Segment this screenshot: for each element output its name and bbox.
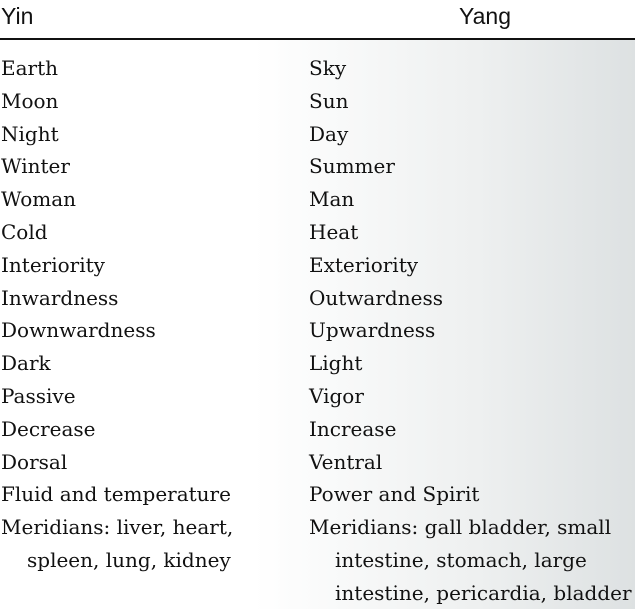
table-row — [0, 249, 635, 282]
table-row — [0, 216, 635, 249]
yang-cell: Sun — [309, 88, 349, 113]
yang-cell: Outwardness — [309, 285, 443, 310]
table-row — [0, 118, 635, 151]
yin-cell: Dark — [1, 351, 51, 376]
table-row — [0, 85, 635, 118]
yin-cell: Inwardness — [1, 285, 119, 310]
yin-cell: Passive — [1, 383, 76, 408]
yang-cell: Heat — [309, 219, 359, 244]
yang-cell: Man — [309, 187, 355, 212]
table-row — [0, 52, 635, 85]
yang-cell: Light — [309, 351, 363, 376]
table-row — [0, 150, 635, 183]
yin-cell: Interiority — [1, 252, 105, 277]
yin-cell: Downwardness — [1, 318, 156, 343]
yin-cell: Night — [1, 121, 59, 146]
yin-cell: Earth — [1, 56, 59, 80]
column-header-yang: Yang — [459, 3, 512, 29]
table-header — [0, 0, 635, 38]
yang-meridians-line: intestine, stomach, large — [335, 547, 587, 572]
yang-cell: Power and Spirit — [309, 482, 480, 507]
column-header-yin: Yin — [1, 3, 34, 29]
table-row — [0, 413, 635, 446]
table-row — [0, 446, 635, 479]
yin-meridians-line: Meridians: liver, heart, — [1, 515, 234, 540]
yin-cell: Cold — [1, 219, 48, 244]
yin-cell: Winter — [1, 154, 70, 179]
yin-cell: Dorsal — [1, 449, 68, 474]
yang-cell: Sky — [309, 56, 347, 80]
yin-meridians-line: spleen, lung, kidney — [27, 547, 231, 572]
yin-cell-meridians — [1, 511, 233, 577]
yang-cell-meridians — [309, 511, 632, 609]
yin-cell: Woman — [1, 187, 77, 212]
table-row — [0, 347, 635, 380]
table-row — [0, 282, 635, 315]
table-row — [0, 183, 635, 216]
yin-cell: Decrease — [1, 416, 96, 441]
header-rule — [0, 38, 635, 40]
yang-cell: Ventral — [309, 449, 383, 474]
table-row-meridians — [0, 511, 635, 605]
yang-cell: Exteriority — [309, 252, 419, 277]
yang-cell: Increase — [309, 416, 397, 441]
yang-cell: Upwardness — [309, 318, 436, 343]
table-body — [0, 52, 635, 605]
yang-cell: Summer — [309, 154, 395, 179]
yang-meridians-line: Meridians: gall bladder, small — [309, 515, 612, 540]
table-row — [0, 380, 635, 413]
table-row — [0, 478, 635, 511]
yin-cell: Fluid and temperature — [1, 482, 231, 507]
yin-cell: Moon — [1, 88, 59, 113]
yang-cell: Vigor — [309, 383, 364, 408]
yang-meridians-line: intestine, pericardia, bladder — [335, 580, 632, 605]
yang-cell: Day — [309, 121, 349, 146]
table-row — [0, 314, 635, 347]
